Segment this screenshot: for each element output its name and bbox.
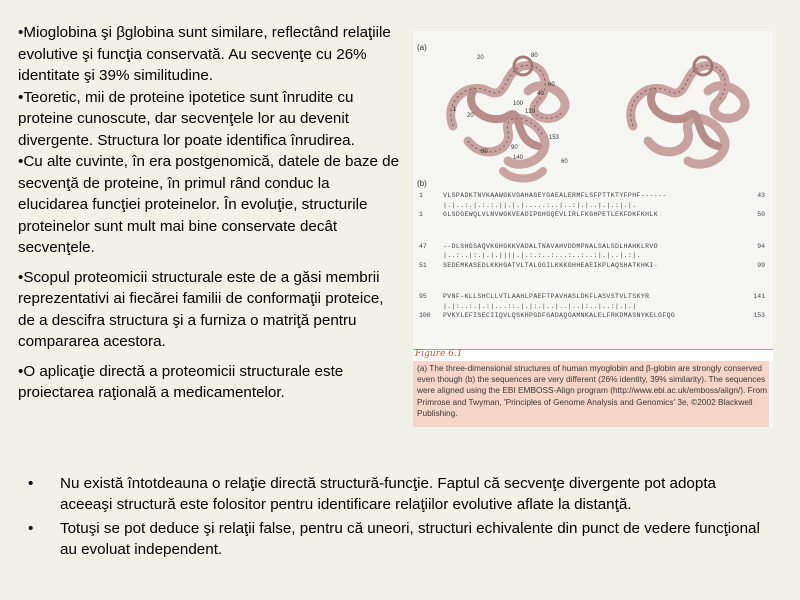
protein-structures-illustration: [413, 31, 773, 196]
bullet: •: [28, 475, 34, 492]
paragraph-text: Cu alte cuvinte, în era postgenomică, datele de baze de secvenţă de proteine, în primul rând conduc la elucidarea funcţiei proteinelor. În evoluţie, structurile proteinelor sunt mult mai bine conservate decât secvenţele.: [18, 153, 400, 256]
paragraph-hypothetical-proteins: [18, 87, 403, 152]
panel-b-label: (b): [417, 179, 427, 188]
list-item: [28, 519, 768, 560]
figure-6-1: [413, 31, 773, 427]
structure-label: 90: [511, 145, 518, 151]
bullet: •: [18, 362, 24, 380]
list-item: [28, 474, 768, 515]
paragraph-text: Teoretic, mii de proteine ipotetice sunt înrudite cu proteine cunoscute, dar secvenţele lor au devenit divergente. Structura lor poate identifica înrudirea.: [18, 88, 355, 149]
structure-label: 120: [525, 109, 536, 115]
structure-label: 20: [467, 113, 474, 119]
alignment-line: |.|:..:.|.:|...::.|.|:.|..|..|..|:..|..:|.|.|: [443, 302, 637, 310]
alignment-line: |..:..|:.|.|.||||.|.:.:..:...:..:..:|.|..|.:|.: [443, 252, 641, 259]
structure-label: 153: [549, 135, 560, 141]
alignment-line: 47 --DLSHGSAQVKGHGKKVADALTNAVAHVDDMPNALSALSDLHAHKLRVD 94: [419, 242, 765, 250]
bullet: •: [18, 153, 24, 170]
paragraph-structural-proteomics: [18, 267, 403, 353]
bullet: •: [28, 520, 34, 537]
panel-a-label: (a): [417, 43, 427, 52]
alignment-line: 1 VLSPADKTNVKAAWGKVGAHAGEYGAEALERMFLSFPTTKTYFPHF------ 43: [419, 192, 765, 199]
paragraph-drug-design: [18, 361, 403, 404]
alignment-line: 100 PVKYLEFISECIIQVLQSKHPGDFGADAQGAMNKALELFRKDMASNYKELGFQG 153: [419, 312, 765, 319]
figure-title-bar: [413, 349, 773, 361]
left-text-column: [18, 22, 403, 404]
paragraph-myoglobin: [18, 22, 403, 87]
bottom-bullet-list: [28, 474, 768, 564]
structure-label: 40: [537, 91, 544, 97]
alignment-line: 51 SEDEMKASEDLKKHGATVLTALGGILKKKGHHEAEIKPLAQSHATKHKI- 99: [419, 261, 765, 269]
paragraph-text: Scopul proteomicii structurale este de a găsi membrii reprezentativi ai fiecărei familii de conformaţii proteice, de a descifra structura şi a furniza o matriţă pentru compararea acestora.: [18, 268, 384, 350]
alignment-line: |.|..:.|.:.:.||.|.|.....:..|..:|.|..|.|.:|.|.: [443, 201, 637, 209]
alignment-line: 95 PVNF-KLLSHCLLVTLAAHLPAEFTPAVHASLDKFLASVSTVLTSKYR 141: [419, 293, 765, 300]
bullet: •: [18, 88, 24, 106]
paragraph-text: Mioglobina şi βglobina sunt similare, reflectând relaţiile evolutive şi funcţia conservată. Au secvenţe cu 26% identitate şi 39% similitudine.: [18, 24, 391, 84]
beta-globin-structure: [631, 57, 745, 164]
structure-label: 100: [513, 101, 524, 107]
structure-label: 80: [531, 53, 538, 59]
structure-label: 60: [561, 159, 568, 165]
bullet: •: [18, 24, 24, 41]
structure-label: 80: [481, 149, 488, 155]
alignment-spacer: [413, 270, 773, 292]
structure-label: 1: [453, 107, 457, 113]
list-item-text: Totuşi se pot deduce şi relaţii false, pentru că uneori, structuri echivalente din punct de vedere funcţional au evoluat independent.: [60, 520, 760, 558]
figure-title: Figure 6.1: [415, 349, 463, 359]
sequence-alignment: [413, 191, 773, 321]
alignment-spacer: [413, 220, 773, 242]
structure-label: 60: [548, 82, 555, 88]
structure-label: 140: [513, 155, 524, 161]
structure-label: 20: [477, 55, 484, 61]
bullet: •: [18, 268, 24, 286]
list-item-text: Nu există întotdeauna o relaţie directă structură-funcţie. Faptul că secvenţe divergente pot adopta aceeaşi structură este folositor pentru identificare relaţiilor evolutive aflate la distanţă.: [60, 475, 716, 513]
alignment-line: 1 GLSDGEWQLVLNVWGKVEADIPGHGQEVLIRLFKGHPETLEKFDKFKHLK 50: [419, 211, 765, 218]
paragraph-postgenomic: [18, 151, 403, 259]
figure-caption: (a) The three-dimensional structures of human myoglobin and β-globin are strongly conserved even though (b) the sequences are very different (26% identity, 39% similarity). The sequences were aligned using the EBI EMBOSS-Align program (http://www.ebi.ac.uk/emboss/align/). From Primrose and Twyman, 'Principles of Genome Analysis and Genomics' 3e, ©2002 Blackwell Publishing.: [413, 361, 769, 427]
paragraph-text: O aplicaţie directă a proteomicii structurale este proiectarea raţională a medicamentelor.: [18, 362, 344, 401]
